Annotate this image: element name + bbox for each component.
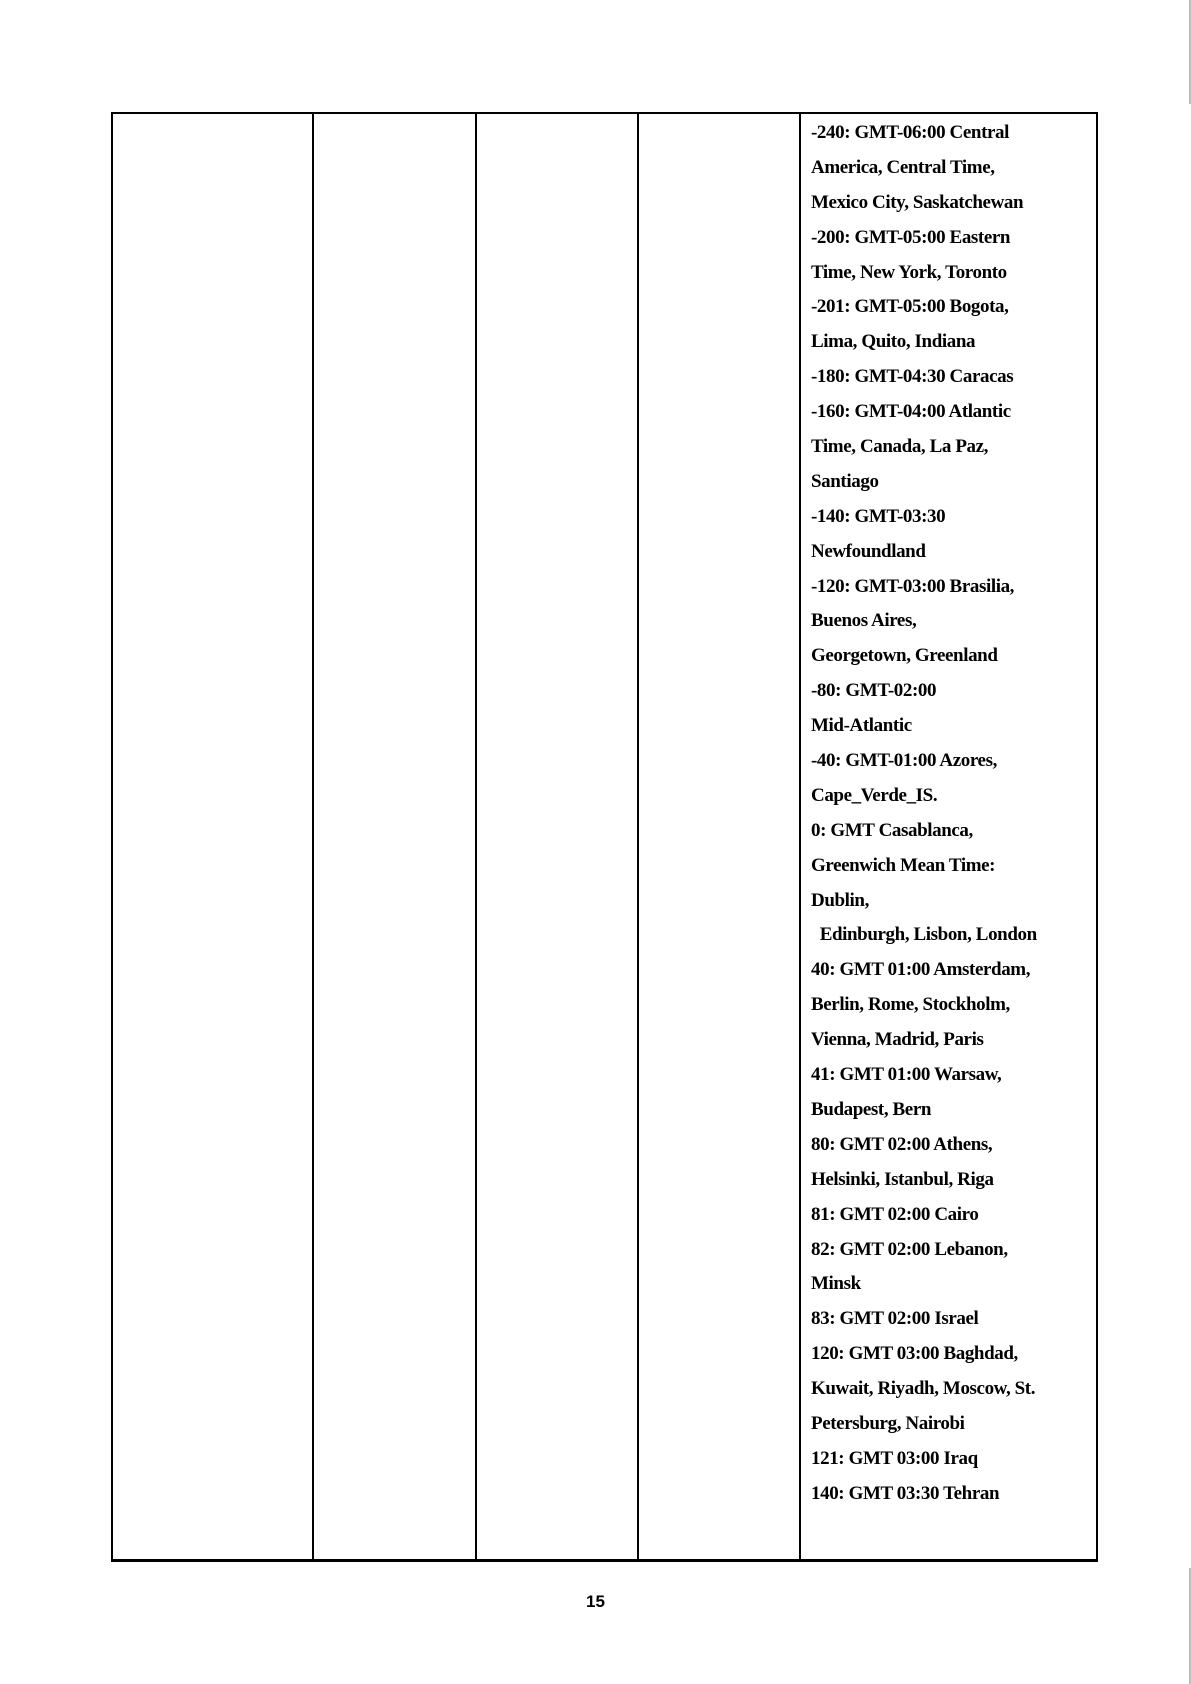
timezone-line: Edinburgh, Lisbon, London	[811, 924, 1037, 946]
timezone-line: Petersburg, Nairobi	[811, 1412, 965, 1434]
timezone-options-cell	[800, 113, 1097, 1561]
timezone-line: 140: GMT 03:30 Tehran	[811, 1482, 1000, 1504]
timezone-line: -180: GMT-04:30 Caracas	[811, 366, 1014, 388]
table-cell-empty-4	[638, 113, 800, 1561]
timezone-line: 83: GMT 02:00 Israel	[811, 1308, 979, 1330]
timezone-line: -160: GMT-04:00 Atlantic	[811, 401, 1011, 423]
timezone-line: -200: GMT-05:00 Eastern	[811, 226, 1011, 248]
timezone-line: -201: GMT-05:00 Bogota,	[811, 296, 1009, 318]
timezone-line: 81: GMT 02:00 Cairo	[811, 1203, 979, 1225]
timezone-line: Newfoundland	[811, 540, 926, 562]
timezone-line: 121: GMT 03:00 Iraq	[811, 1447, 978, 1469]
timezone-line: -140: GMT-03:30	[811, 505, 946, 527]
timezone-line: -40: GMT-01:00 Azores,	[811, 750, 997, 772]
timezone-list	[811, 116, 1096, 1512]
timezone-line: 80: GMT 02:00 Athens,	[811, 1133, 993, 1155]
timezone-line: Greenwich Mean Time:	[811, 854, 996, 876]
table-row	[112, 113, 1097, 1561]
timezone-line: 120: GMT 03:00 Baghdad,	[811, 1343, 1018, 1365]
timezone-line: Vienna, Madrid, Paris	[811, 1029, 984, 1051]
table-cell-empty-3	[476, 113, 638, 1561]
timezone-line: Santiago	[811, 470, 879, 492]
timezone-line: Cape_Verde_IS.	[811, 784, 938, 806]
timezone-line: Dublin,	[811, 889, 869, 911]
timezone-line: Time, New York, Toronto	[811, 261, 1007, 283]
timezone-line: Helsinki, Istanbul, Riga	[811, 1168, 994, 1190]
timezone-line: 41: GMT 01:00 Warsaw,	[811, 1064, 1002, 1086]
timezone-line: -80: GMT-02:00	[811, 680, 937, 702]
timezone-line: Lima, Quito, Indiana	[811, 331, 976, 353]
timezone-line: -120: GMT-03:00 Brasilia,	[811, 575, 1015, 597]
timezone-line: 40: GMT 01:00 Amsterdam,	[811, 959, 1031, 981]
table-cell-empty-2	[313, 113, 476, 1561]
timezone-line: Mid-Atlantic	[811, 715, 912, 737]
table-cell-empty-1	[112, 113, 313, 1561]
timezone-line: Minsk	[811, 1273, 861, 1295]
settings-table	[111, 112, 1098, 1562]
timezone-line: Georgetown, Greenland	[811, 645, 998, 667]
timezone-line: Mexico City, Saskatchewan	[811, 191, 1024, 213]
timezone-line: 82: GMT 02:00 Lebanon,	[811, 1238, 1008, 1260]
timezone-line: Time, Canada, La Paz,	[811, 436, 989, 458]
timezone-line: -240: GMT-06:00 Central	[811, 122, 1010, 143]
timezone-line: Berlin, Rome, Stockholm,	[811, 994, 1010, 1016]
timezone-line: Kuwait, Riyadh, Moscow, St.	[811, 1378, 1036, 1400]
timezone-line: Budapest, Bern	[811, 1098, 932, 1120]
timezone-line: 0: GMT Casablanca,	[811, 819, 973, 841]
page-number: 15	[586, 1592, 605, 1611]
timezone-line: America, Central Time,	[811, 156, 995, 178]
timezone-line: Buenos Aires,	[811, 610, 917, 632]
